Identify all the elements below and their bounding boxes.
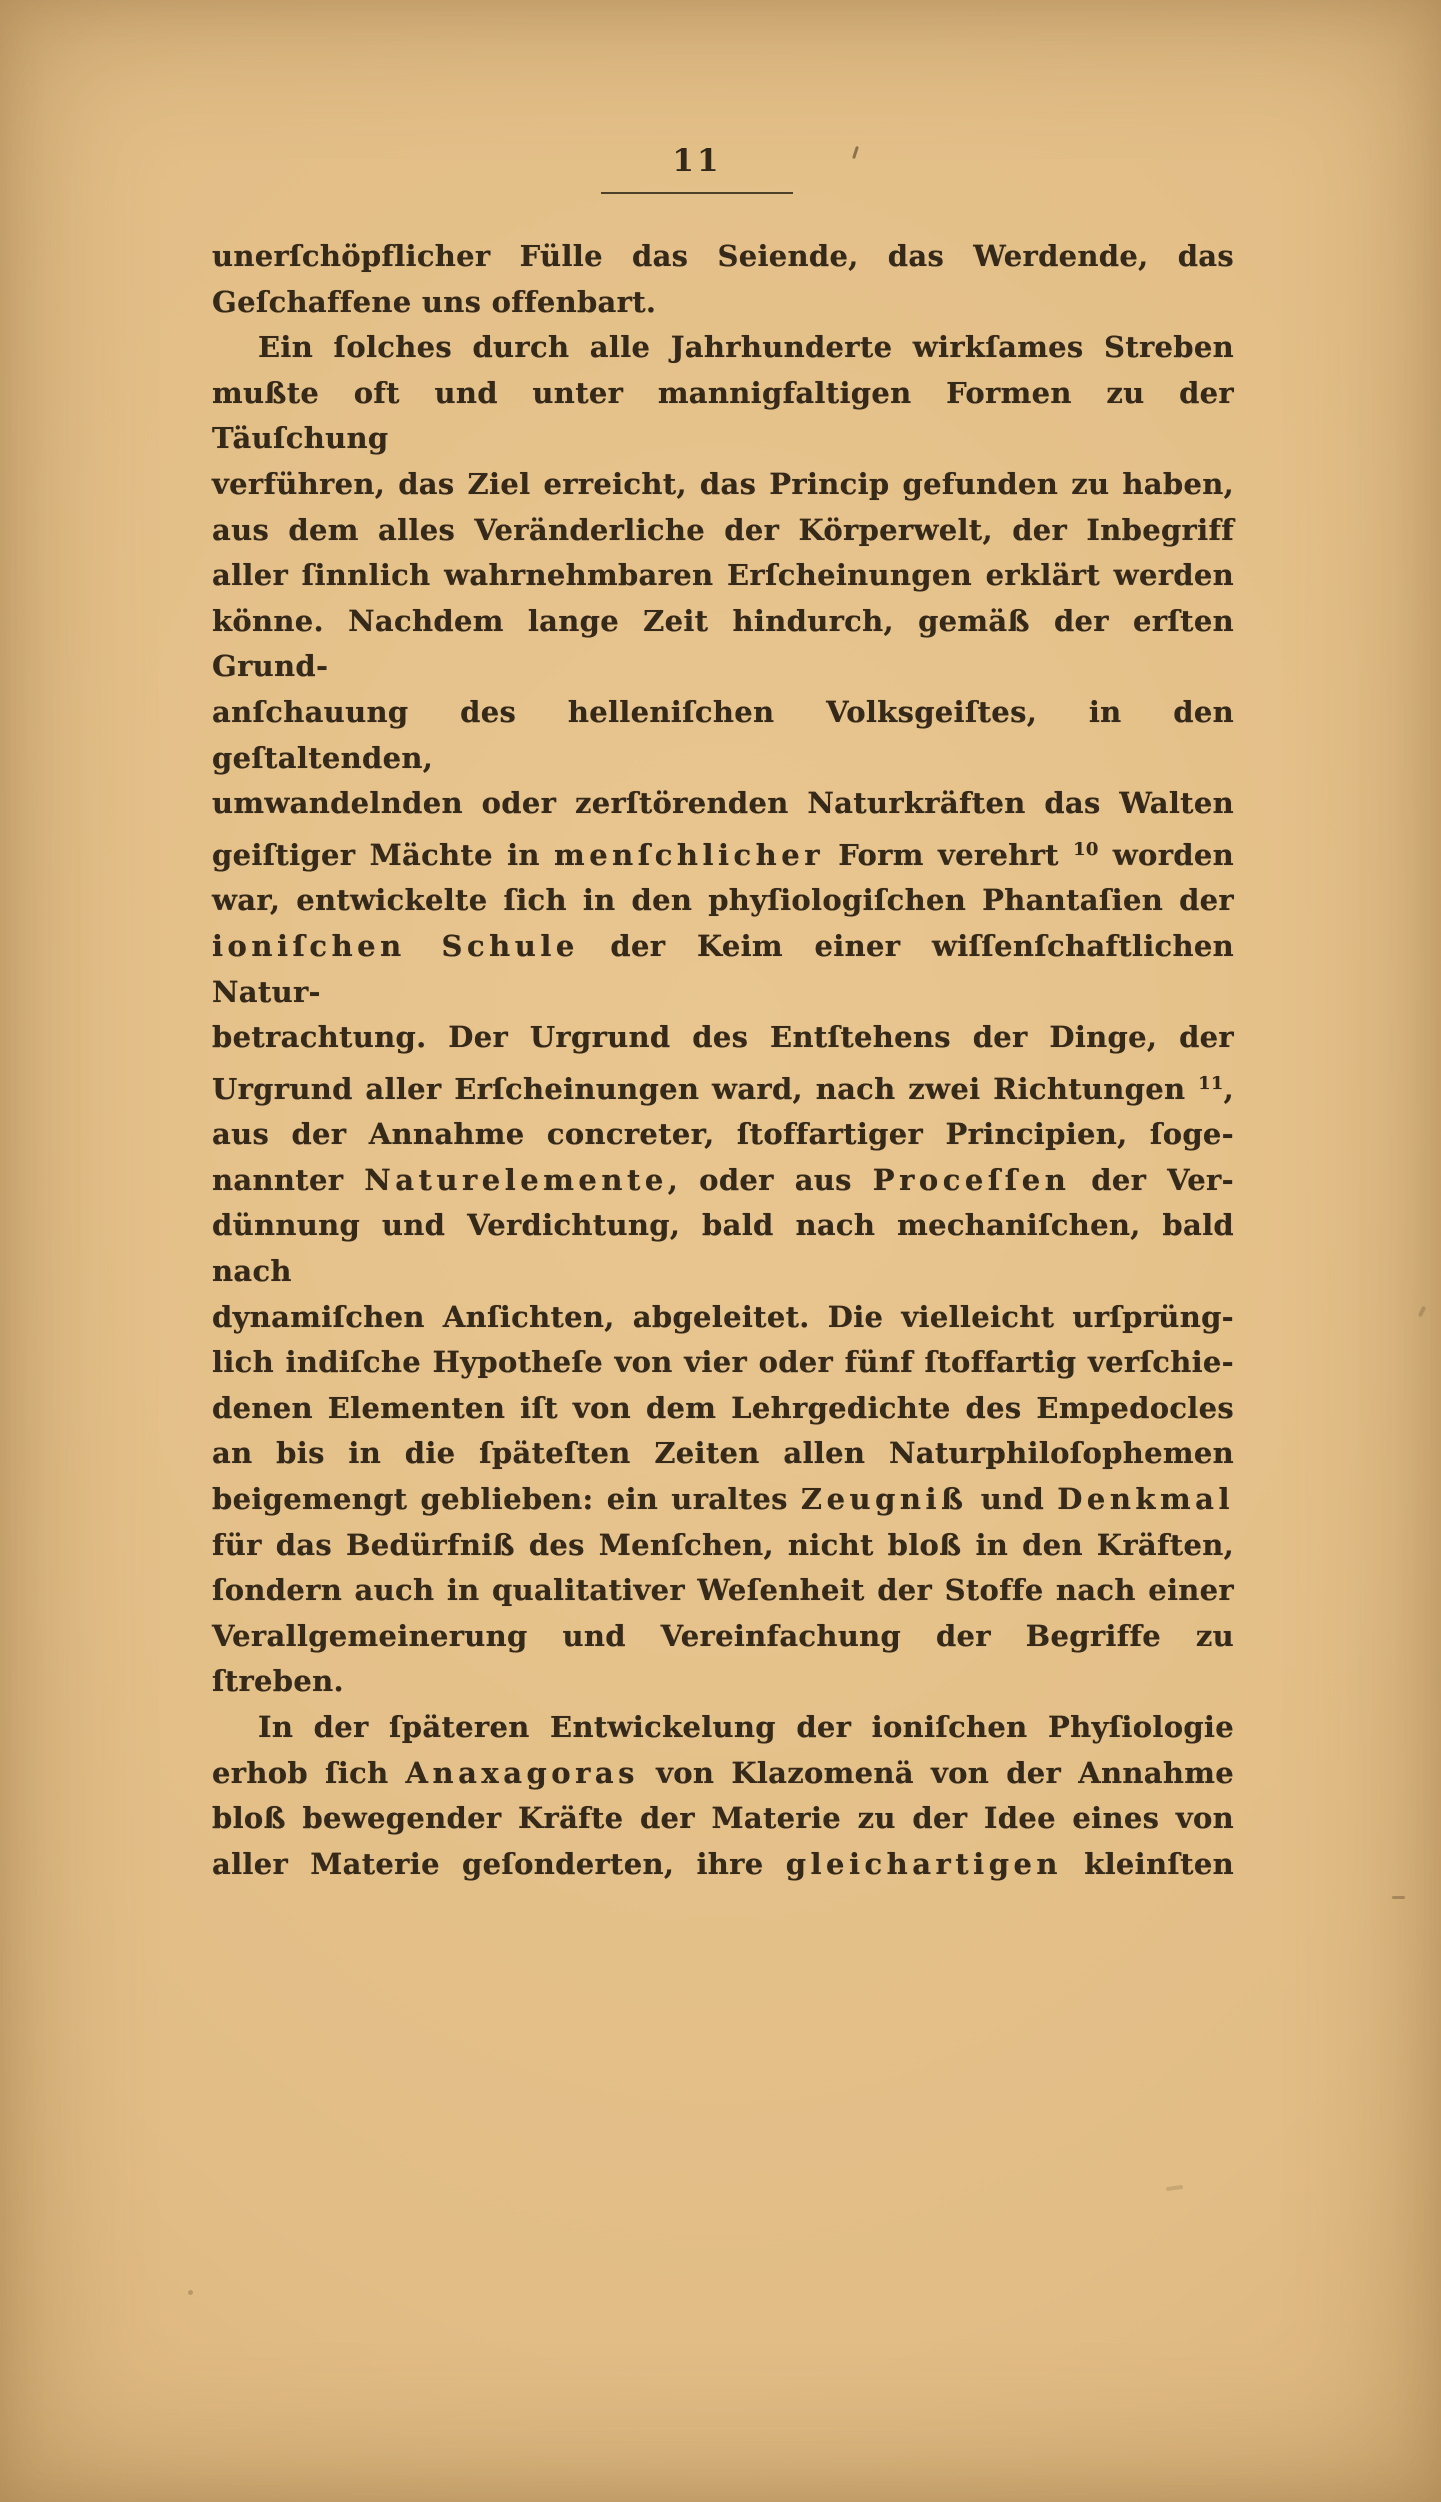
text-run: unerſchöpflicher Fülle das Seiende, das Werdende, das: [212, 239, 1234, 273]
text-run: mußte oft und unter mannigfaltigen Formen zu der Täuſchung: [212, 375, 1234, 456]
scan-artifact: [1392, 1896, 1405, 1899]
text-line: [212, 878, 1234, 924]
text-run: Urgrund aller Erſcheinungen ward, nach zwei Richtungen: [212, 1071, 1199, 1106]
text-run: betrachtung. Der Urgrund des Entſtehens der Dinge, der: [212, 1020, 1234, 1055]
text-line: [212, 599, 1234, 690]
text-run: und: [967, 1482, 1058, 1517]
text-run: für das Bedürfniß des Menſchen, nicht bloß in den Kräften,: [212, 1527, 1234, 1562]
text-run: Ein ſolches durch alle Jahrhunderte wirkſames Streben: [258, 330, 1234, 365]
text-run: ,: [1223, 1071, 1234, 1106]
text-run: der Keim einer wiſſenſchaftlichen Natur-: [212, 928, 1235, 1009]
emphasized-word: gleichartigen: [785, 1846, 1063, 1881]
text-line: [212, 280, 1234, 326]
text-line: [212, 1842, 1234, 1888]
text-line: [212, 325, 1234, 371]
emphasized-word: Proceſſen: [872, 1162, 1071, 1197]
text-run: könne. Nachdem lange Zeit hindurch, gemäß der erſten Grund-: [212, 603, 1234, 684]
text-line: [212, 1523, 1234, 1569]
text-run: aller Materie geſonderten, ihre: [212, 1846, 786, 1881]
text-line: [212, 371, 1234, 462]
text-run: In der ſpäteren Entwickelung der ioniſchen Phyſiologie: [258, 1710, 1234, 1744]
text-run: ſondern auch in qualitativer Weſenheit der Stoffe nach einer: [212, 1573, 1234, 1608]
text-run: verführen, das Ziel erreicht, das Princip gefunden zu haben,: [212, 466, 1234, 501]
body-text: [212, 234, 1234, 1887]
scan-artifact: [1166, 2185, 1183, 2191]
text-run: erhob ſich: [212, 1755, 406, 1790]
scan-artifact: [1418, 1306, 1426, 1318]
page-number: 11: [672, 143, 722, 179]
text-line: [212, 1061, 1234, 1113]
page-number-rule: [601, 192, 793, 194]
text-line: [212, 781, 1234, 827]
text-run: Form verehrt: [823, 837, 1074, 872]
text-line: [212, 1203, 1234, 1294]
text-run: anſchauung des helleniſchen Volksgeiſtes, in den geſtaltenden,: [212, 694, 1234, 775]
text-run: umwandelnden oder zerſtörenden Naturkräften das Walten: [212, 786, 1234, 821]
emphasized-word: Denkmal: [1057, 1482, 1234, 1517]
text-run: Geſchaffene uns offenbart.: [212, 284, 657, 319]
emphasized-word: Naturelemente: [364, 1162, 668, 1197]
text-line: [212, 553, 1234, 599]
emphasized-word: ioniſchen Schule: [212, 928, 579, 963]
text-line: [212, 690, 1234, 781]
text-line: [212, 1751, 1234, 1797]
text-line: [212, 1705, 1234, 1751]
text-line: [212, 1477, 1234, 1523]
text-run: worden: [1098, 837, 1234, 872]
text-line: [212, 508, 1234, 554]
emphasized-word: menſchlicher: [554, 837, 824, 872]
text-run: aller ſinnlich wahrnehmbaren Erſcheinungen erklärt werden: [212, 558, 1234, 593]
text-run: bloß bewegender Kräfte der Materie zu der Idee eines von: [212, 1801, 1234, 1836]
text-line: [212, 1340, 1234, 1386]
page-header: [572, 143, 822, 194]
text-run: von Klazomenä von der Annahme: [639, 1755, 1234, 1790]
text-line: [212, 924, 1234, 1015]
text-run: war, entwickelte ſich in den phyſiologiſchen Phantaſien der: [212, 883, 1234, 918]
text-line: [212, 1568, 1234, 1614]
text-run: denen Elementen iſt von dem Lehrgedichte des Empedocles: [212, 1390, 1234, 1425]
text-run: dünnung und Verdichtung, bald nach mechaniſchen, bald nach: [212, 1208, 1234, 1289]
text-line: [212, 1015, 1234, 1061]
footnote-ref: 11: [1198, 1072, 1224, 1094]
scan-artifact: [852, 146, 859, 159]
text-run: an bis in die ſpäteſten Zeiten allen Naturphiloſophemen: [212, 1436, 1234, 1471]
text-line: [212, 1431, 1234, 1477]
text-line: [212, 462, 1234, 508]
emphasized-word: Anaxagoras: [405, 1755, 640, 1790]
text-run: nannter: [212, 1162, 365, 1197]
text-line: [212, 1158, 1234, 1204]
text-run: der Ver-: [1070, 1162, 1234, 1197]
text-run: aus der Annahme concreter, ſtoffartiger Principien, ſoge-: [212, 1117, 1234, 1152]
text-line: [212, 234, 1234, 280]
text-run: lich indiſche Hypotheſe von vier oder fünf ſtoffartig verſchie-: [212, 1345, 1234, 1380]
text-run: kleinſten: [1062, 1846, 1234, 1881]
scan-artifact: [188, 2290, 193, 2295]
text-run: , oder aus: [667, 1162, 873, 1197]
text-line: [212, 827, 1234, 879]
text-run: geiſtiger Mächte in: [212, 837, 555, 872]
text-run: aus dem alles Veränderliche der Körperwelt, der Inbegriff: [212, 512, 1234, 547]
text-line: [212, 1614, 1234, 1705]
footnote-ref: 10: [1073, 838, 1099, 860]
text-run: beigemengt geblieben: ein uraltes: [212, 1482, 801, 1517]
text-line: [212, 1295, 1234, 1341]
text-line: [212, 1112, 1234, 1158]
emphasized-word: Zeugniß: [800, 1482, 968, 1517]
text-run: dynamiſchen Anſichten, abgeleitet. Die vielleicht urſprüng-: [212, 1299, 1234, 1334]
text-run: Verallgemeinerung und Vereinfachung der Begriffe zu ſtreben.: [212, 1618, 1234, 1699]
text-line: [212, 1386, 1234, 1432]
text-line: [212, 1796, 1234, 1842]
